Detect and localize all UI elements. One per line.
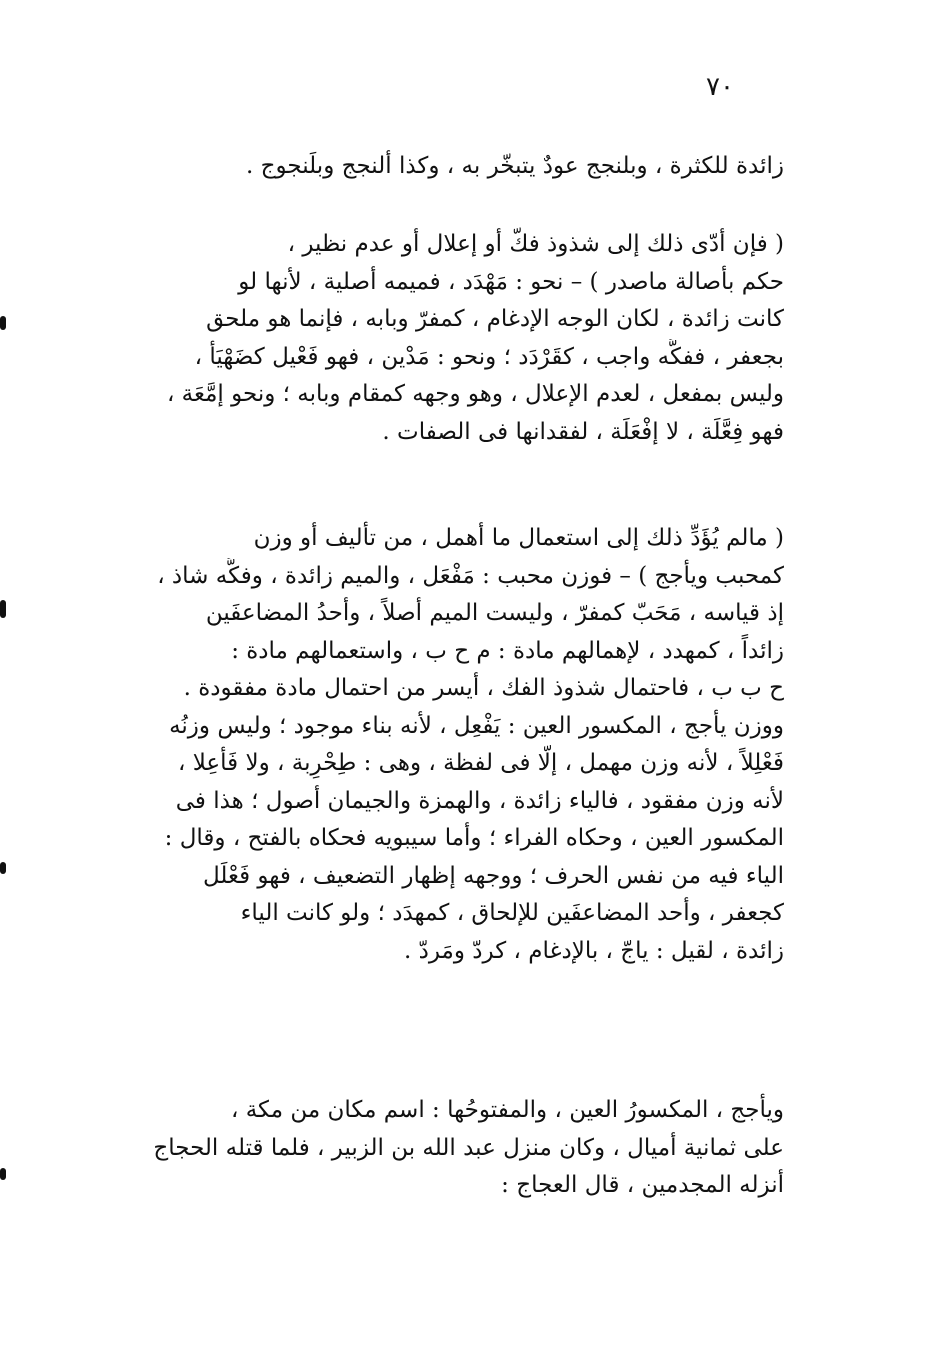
text-line: وليس بمفعل ، لعدم الإعلال ، وهو وجهه كمقام وبابه ؛ ونحو إمَّعَة ، [166,381,784,407]
scan-margin-mark [0,316,6,330]
text-line: فَعْلِلاً ، لأنه وزن مهمل ، إلّا فى لفظة ، وهى : طِحْرِبة ، ولا فَأْعِلا ، [177,750,784,776]
text-line: كمحبب ويأجج ) – فوزن محبب : مَفْعَل ، والميم زائدة ، وفكُّه شاذ ، [157,562,784,589]
text-line: ( فإن أدّى ذلك إلى شذوذ فكّ أو إعلال أو عدم نظير ، [287,231,784,257]
text-line: زائدة ، لقيل : ياجّ ، بالإدغام ، كردّ ومَردّ . [403,937,784,964]
text-line: ويأجج ، المكسورُ العين ، والمفتوحُها : اسم مكان من مكة ، [230,1097,784,1123]
text-line: الياء فيه من نفس الحرف ؛ ووجهه إظهار التضعيف ، فهو فَعْلَل [202,862,784,889]
paragraph-1 [128,148,784,186]
text-line: إذ قياسه ، مَحَبّ كمفرّ ، وليست الميم أصلاً ، وأحدُ المضاعفَين [205,600,784,626]
text-line: ح ب ب ، فاحتمال شذوذ الفك ، أيسر من احتمال مادة مفقودة . [183,675,784,701]
paragraph-4 [128,1092,784,1205]
text-line: زائداً ، كمهدد ، لإهمالهم مادة : م ح ب ، واستعمالهم مادة : [231,637,784,664]
text-line: زائدة للكثرة ، وبلنجج عودٌ يتبخّر به ، وكذا ألنجج وبلَنجوج . [246,153,784,179]
paragraph-2 [128,226,784,451]
text-line: ووزن يأجج ، المكسور العين : يَفْعِل ، لأنه بناء موجود ؛ وليس وزنُه [169,712,784,739]
scan-margin-mark [0,600,6,618]
text-line: أنزله المجدمين ، قال العجاج : [501,1172,784,1198]
text-line: كانت زائدة ، لكان الوجه الإدغام ، كمفرّ وبابه ، فإنما هو ملحق [206,306,784,332]
text-line: كجعفر ، وأحد المضاعفَين للإلحاق ، كمهدَد ؛ ولو كانت الياء [240,900,784,926]
text-line: ( مالم يُؤَدِّ ذلك إلى استعمال ما أهمل ، من تأليف أو وزن [253,525,784,551]
text-line: بجعفر ، ففكُّه واجب ، كقَرْدَد ؛ ونحو : مَدْين ، فهو فَعْيل كضَهْيَأ ، [194,343,784,370]
text-line: لأنه وزن مفقود ، فالياء زائدة ، والهمزة والجيمان أصول ؛ هذا فى [175,787,784,814]
scan-margin-mark [0,862,6,874]
text-line: حكم بأصالة ماصدر ) – نحو : مَهْدَد ، فميمه أصلية ، لأنها لو [238,268,784,295]
text-line: فهو فِعَّلَة ، لا إفْعَلَة ، لفقدانها فى الصفات . [382,418,784,445]
text-line: المكسور العين ، وحكاه الفراء ؛ وأما سيبويه فحكاه بالفتح ، وقال : [164,825,784,851]
text-line: على ثمانية أميال ، وكان منزل عبد الله بن الزبير ، فلما قتله الحجاج [153,1134,784,1161]
paragraph-3 [128,520,784,970]
page-number: ٧٠ [706,72,734,102]
scan-margin-mark [0,1168,6,1180]
